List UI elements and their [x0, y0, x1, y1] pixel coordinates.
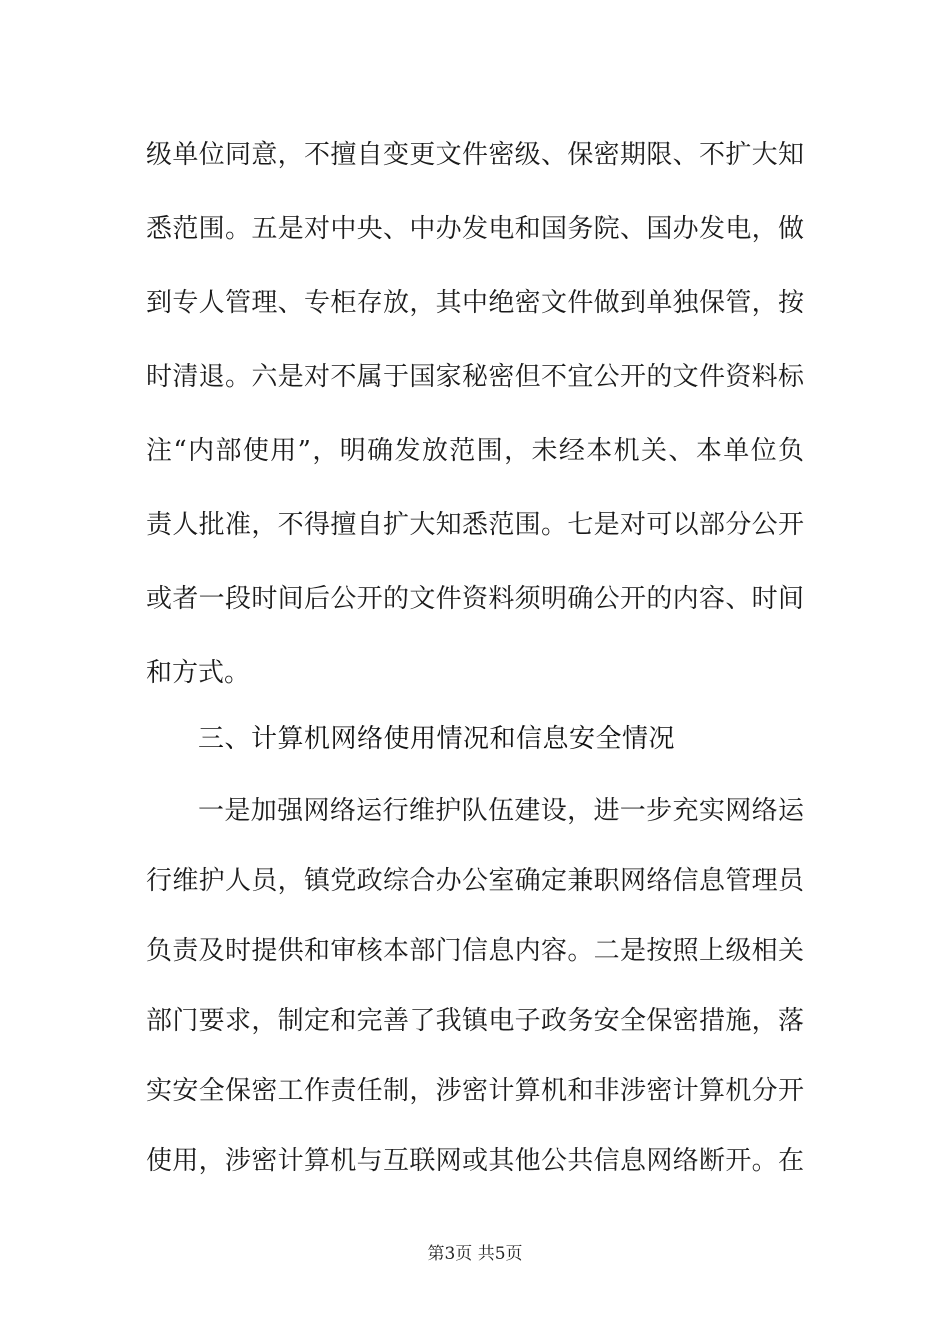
- paragraph-1-line-7: 或者一段时间后公开的文件资料须明确公开的内容、时间: [146, 584, 804, 614]
- paragraph-1-line-2: 悉范围。五是对中央、中办发电和国务院、国办发电，做: [146, 214, 804, 244]
- paragraph-1-line-4: 时清退。六是对不属于国家秘密但不宜公开的文件资料标: [146, 362, 804, 392]
- paragraph-1-line-6: 责人批准，不得擅自扩大知悉范围。七是对可以部分公开: [146, 510, 804, 540]
- paragraph-2-line-2: 行维护人员，镇党政综合办公室确定兼职网络信息管理员: [146, 866, 804, 896]
- paragraph-2-line-4: 部门要求，制定和完善了我镇电子政务安全保密措施，落: [146, 1006, 804, 1036]
- paragraph-1-line-3: 到专人管理、专柜存放，其中绝密文件做到单独保管，按: [146, 288, 804, 318]
- paragraph-2-line-6: 使用，涉密计算机与互联网或其他公共信息网络断开。在: [146, 1146, 804, 1176]
- paragraph-2-line-3: 负责及时提供和审核本部门信息内容。二是按照上级相关: [146, 936, 804, 966]
- paragraph-1-line-5: 注“内部使用”，明确发放范围，未经本机关、本单位负: [146, 436, 804, 466]
- section-heading: 三、计算机网络使用情况和信息安全情况: [198, 724, 676, 754]
- paragraph-1-line-1: 级单位同意，不擅自变更文件密级、保密期限、不扩大知: [146, 140, 804, 170]
- paragraph-2-line-5: 实安全保密工作责任制，涉密计算机和非涉密计算机分开: [146, 1076, 804, 1106]
- paragraph-1-line-8: 和方式。: [146, 658, 251, 688]
- paragraph-2-line-1: 一是加强网络运行维护队伍建设，进一步充实网络运: [198, 796, 804, 826]
- page-number-footer: 第3页 共5页: [427, 1244, 523, 1264]
